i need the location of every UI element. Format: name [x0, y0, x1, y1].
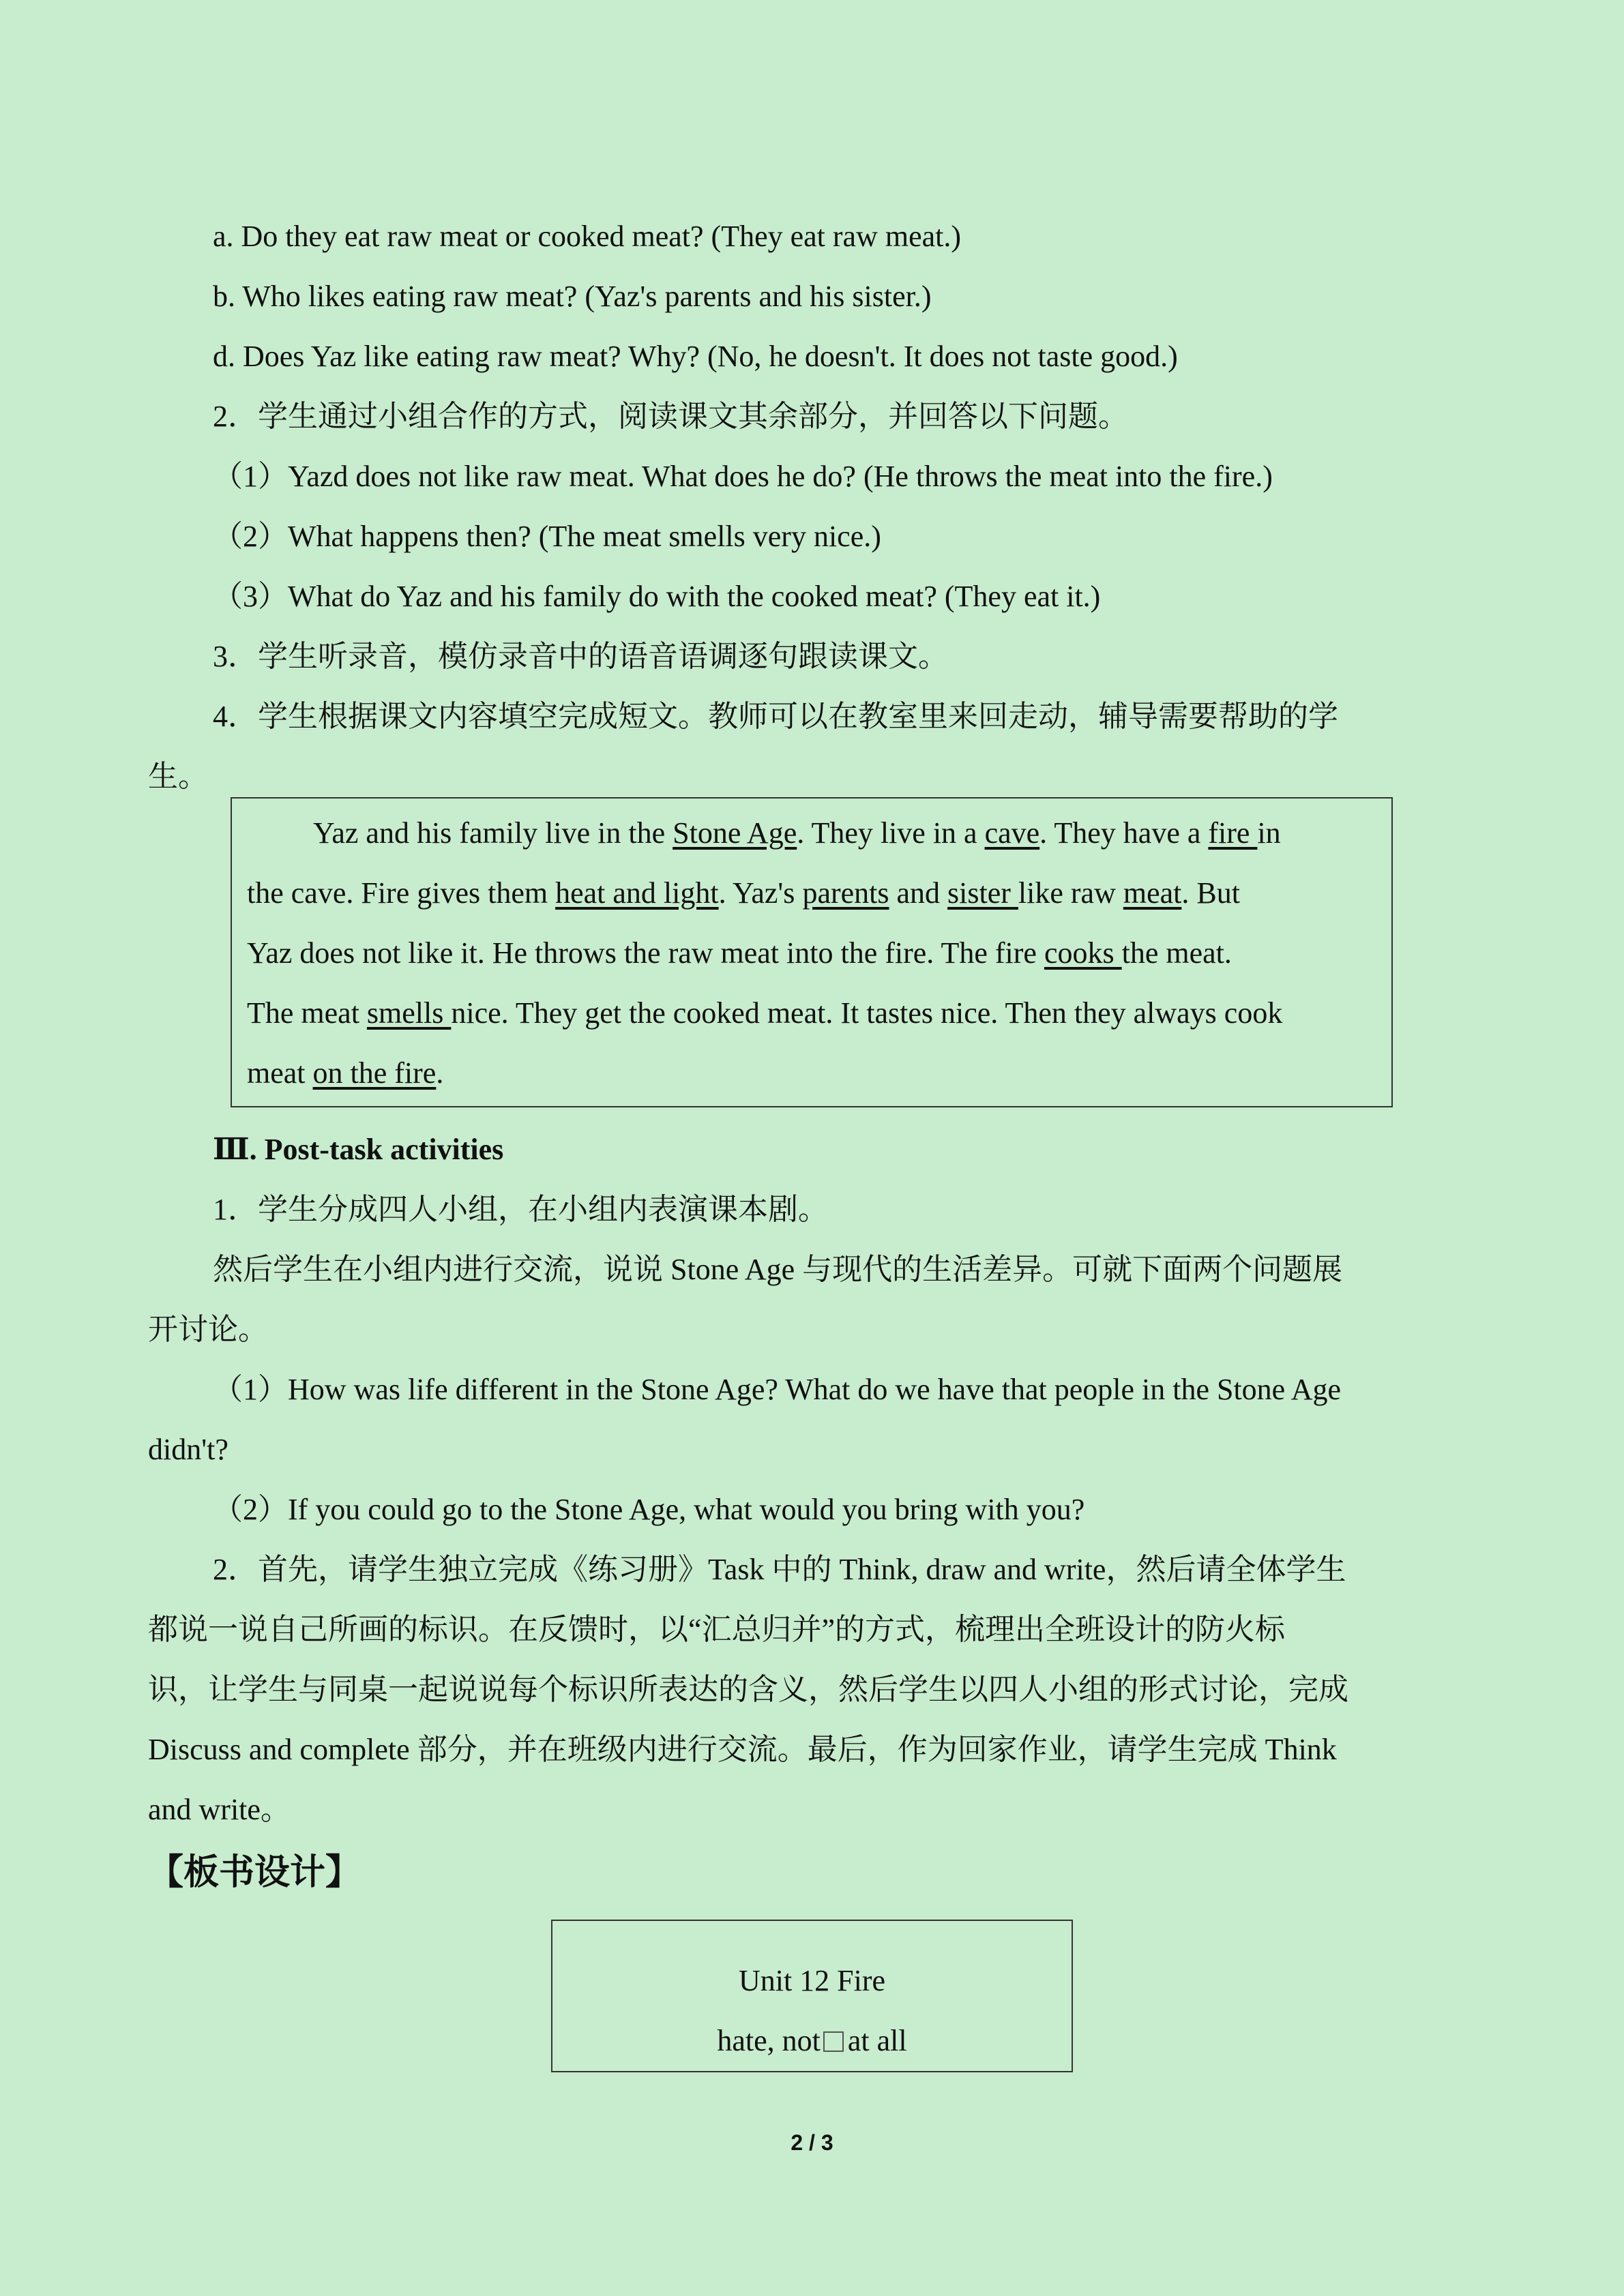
answer-smells: smells — [366, 996, 452, 1030]
step-4-line-2: 生。 — [148, 760, 208, 793]
step-4-line-1: 4．学生根据课文内容填空完成短文。教师可以在教室里来回走动，辅导需要帮助的学 — [213, 700, 1338, 733]
post-task-step-2-line-4: Discuss and complete 部分，并在班级内进行交流。最后，作为回家作业，请学生完成 Think — [148, 1733, 1337, 1766]
discussion-question-2: （2）If you could go to the Stone Age, what would you bring with you? — [213, 1493, 1085, 1526]
board-design-box — [551, 1920, 1073, 2072]
answer-sister: sister — [947, 876, 1018, 910]
question-a: a. Do they eat raw meat or cooked meat? (They eat raw meat.) — [213, 220, 962, 253]
post-task-step-2-line-1: 2．首先，请学生独立完成《练习册》Task 中的 Think, draw and write，然后请全体学生 — [213, 1553, 1346, 1586]
answer-parents: parents — [802, 876, 889, 910]
answer-cave: cave — [984, 816, 1040, 850]
passage-line-5: meat on the fire. — [247, 1056, 444, 1090]
answer-heat-and-light: heat and light — [555, 876, 719, 910]
board-title: Unit 12 Fire — [738, 1964, 886, 1997]
question-d: d. Does Yaz like eating raw meat? Why? (No, he doesn't. It does not taste good.) — [213, 340, 1178, 373]
post-task-step-2-line-2: 都说一说自己所画的标识。在反馈时，以“汇总归并”的方式，梳理出全班设计的防火标 — [148, 1613, 1286, 1646]
passage-line-1: Yaz and his family live in the Stone Age. They live in a cave. They have a fire in — [313, 816, 1281, 850]
answer-fire: fire — [1208, 816, 1258, 850]
board-line-2: hate, not at all — [717, 2024, 907, 2057]
blank-box-icon — [823, 2031, 844, 2052]
discussion-question-1-line-1: （1）How was life different in the Stone Age? What do we have that people in the Stone Age — [213, 1373, 1342, 1406]
post-task-discussion-line-2: 开讨论。 — [148, 1313, 268, 1346]
post-task-heading: Ⅲ. Post-task activities — [213, 1133, 504, 1166]
discussion-question-1-line-2: didn't? — [148, 1433, 228, 1466]
passage-line-3: Yaz does not like it. He throws the raw meat into the fire. The fire cooks the meat. — [247, 936, 1232, 970]
post-task-step-2-line-3: 识，让学生与同桌一起说说每个标识所表达的含义，然后学生以四人小组的形式讨论，完成 — [148, 1673, 1348, 1706]
post-task-step-1: 1．学生分成四人小组，在小组内表演课本剧。 — [213, 1193, 828, 1226]
board-design-heading: 【板书设计】 — [148, 1852, 361, 1893]
question-b: b. Who likes eating raw meat? (Yaz's parents and his sister.) — [213, 280, 932, 313]
post-task-discussion-line-1: 然后学生在小组内进行交流，说说 Stone Age 与现代的生活差异。可就下面两个问题展 — [213, 1253, 1343, 1286]
passage-line-4: The meat smells nice. They get the cooked meat. It tastes nice. Then they always cook — [247, 996, 1283, 1030]
answer-on-the-fire: on the fire — [312, 1056, 437, 1090]
step-2: 2．学生通过小组合作的方式，阅读课文其余部分，并回答以下问题。 — [213, 400, 1128, 433]
question-3: （3）What do Yaz and his family do with the cooked meat? (They eat it.) — [213, 580, 1101, 613]
question-2: （2）What happens then? (The meat smells very nice.) — [213, 520, 881, 553]
answer-stone-age: Stone Age — [673, 816, 797, 850]
page-number: 2 / 3 — [791, 2130, 833, 2155]
post-task-step-2-line-5: and write。 — [148, 1793, 291, 1826]
passage-line-2: the cave. Fire gives them heat and light. Yaz's parents and sister like raw meat. But — [247, 876, 1240, 910]
step-3: 3．学生听录音，模仿录音中的语音语调逐句跟读课文。 — [213, 640, 948, 673]
answer-meat: meat — [1123, 876, 1182, 910]
fill-in-passage-box — [231, 797, 1393, 1107]
question-1: （1）Yazd does not like raw meat. What does he do? (He throws the meat into the fire.) — [213, 460, 1273, 493]
answer-cooks: cooks — [1044, 936, 1122, 970]
